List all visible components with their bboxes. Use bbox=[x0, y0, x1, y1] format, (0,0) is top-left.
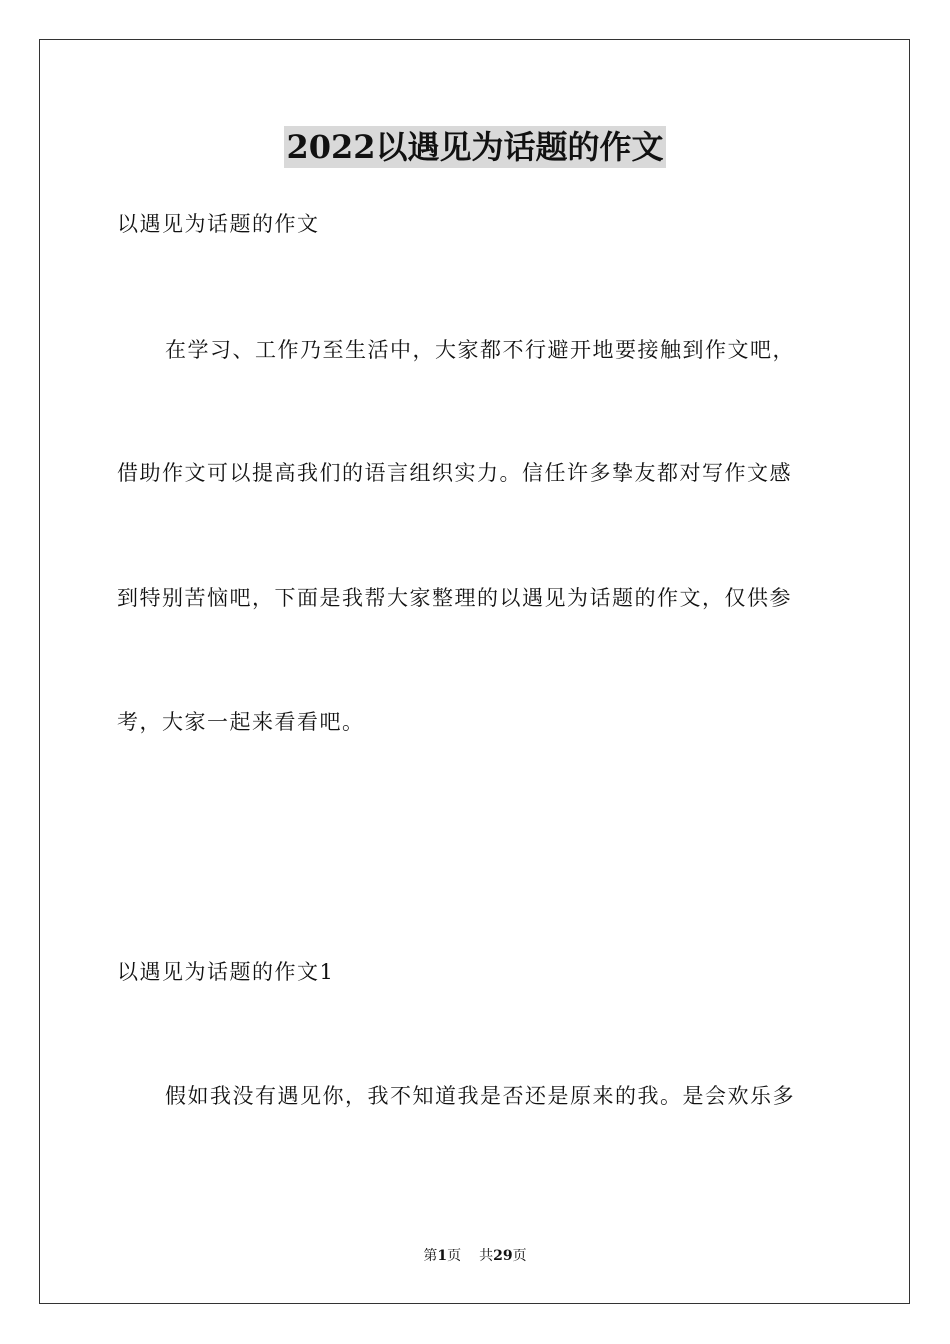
document-title: 2022以遇见为话题的作文 bbox=[286, 128, 664, 166]
page-suffix: 页 bbox=[447, 1248, 462, 1264]
intro-line-3: 到特别苦恼吧，下面是我帮大家整理的以遇见为话题的作文，仅供参 bbox=[117, 586, 792, 610]
intro-line-2: 借助作文可以提高我们的语言组织实力。信任许多挚友都对写作文感 bbox=[117, 461, 792, 485]
intro-line-1: 在学习、工作乃至生活中，大家都不行避开地要接触到作文吧， bbox=[165, 338, 795, 362]
document-subtitle: 以遇见为话题的作文 bbox=[117, 212, 320, 236]
page-number: 1 bbox=[437, 1248, 448, 1264]
total-prefix: 共 bbox=[479, 1248, 494, 1264]
title-container bbox=[0, 126, 950, 168]
intro-line-4: 考，大家一起来看看吧。 bbox=[117, 710, 365, 734]
section-heading-1: 以遇见为话题的作文1 bbox=[117, 960, 335, 984]
section1-line-1: 假如我没有遇见你，我不知道我是否还是原来的我。是会欢乐多 bbox=[165, 1084, 795, 1108]
page-footer bbox=[0, 1246, 950, 1266]
total-suffix: 页 bbox=[512, 1248, 527, 1264]
total-pages: 29 bbox=[493, 1248, 513, 1264]
page-prefix: 第 bbox=[423, 1248, 438, 1264]
